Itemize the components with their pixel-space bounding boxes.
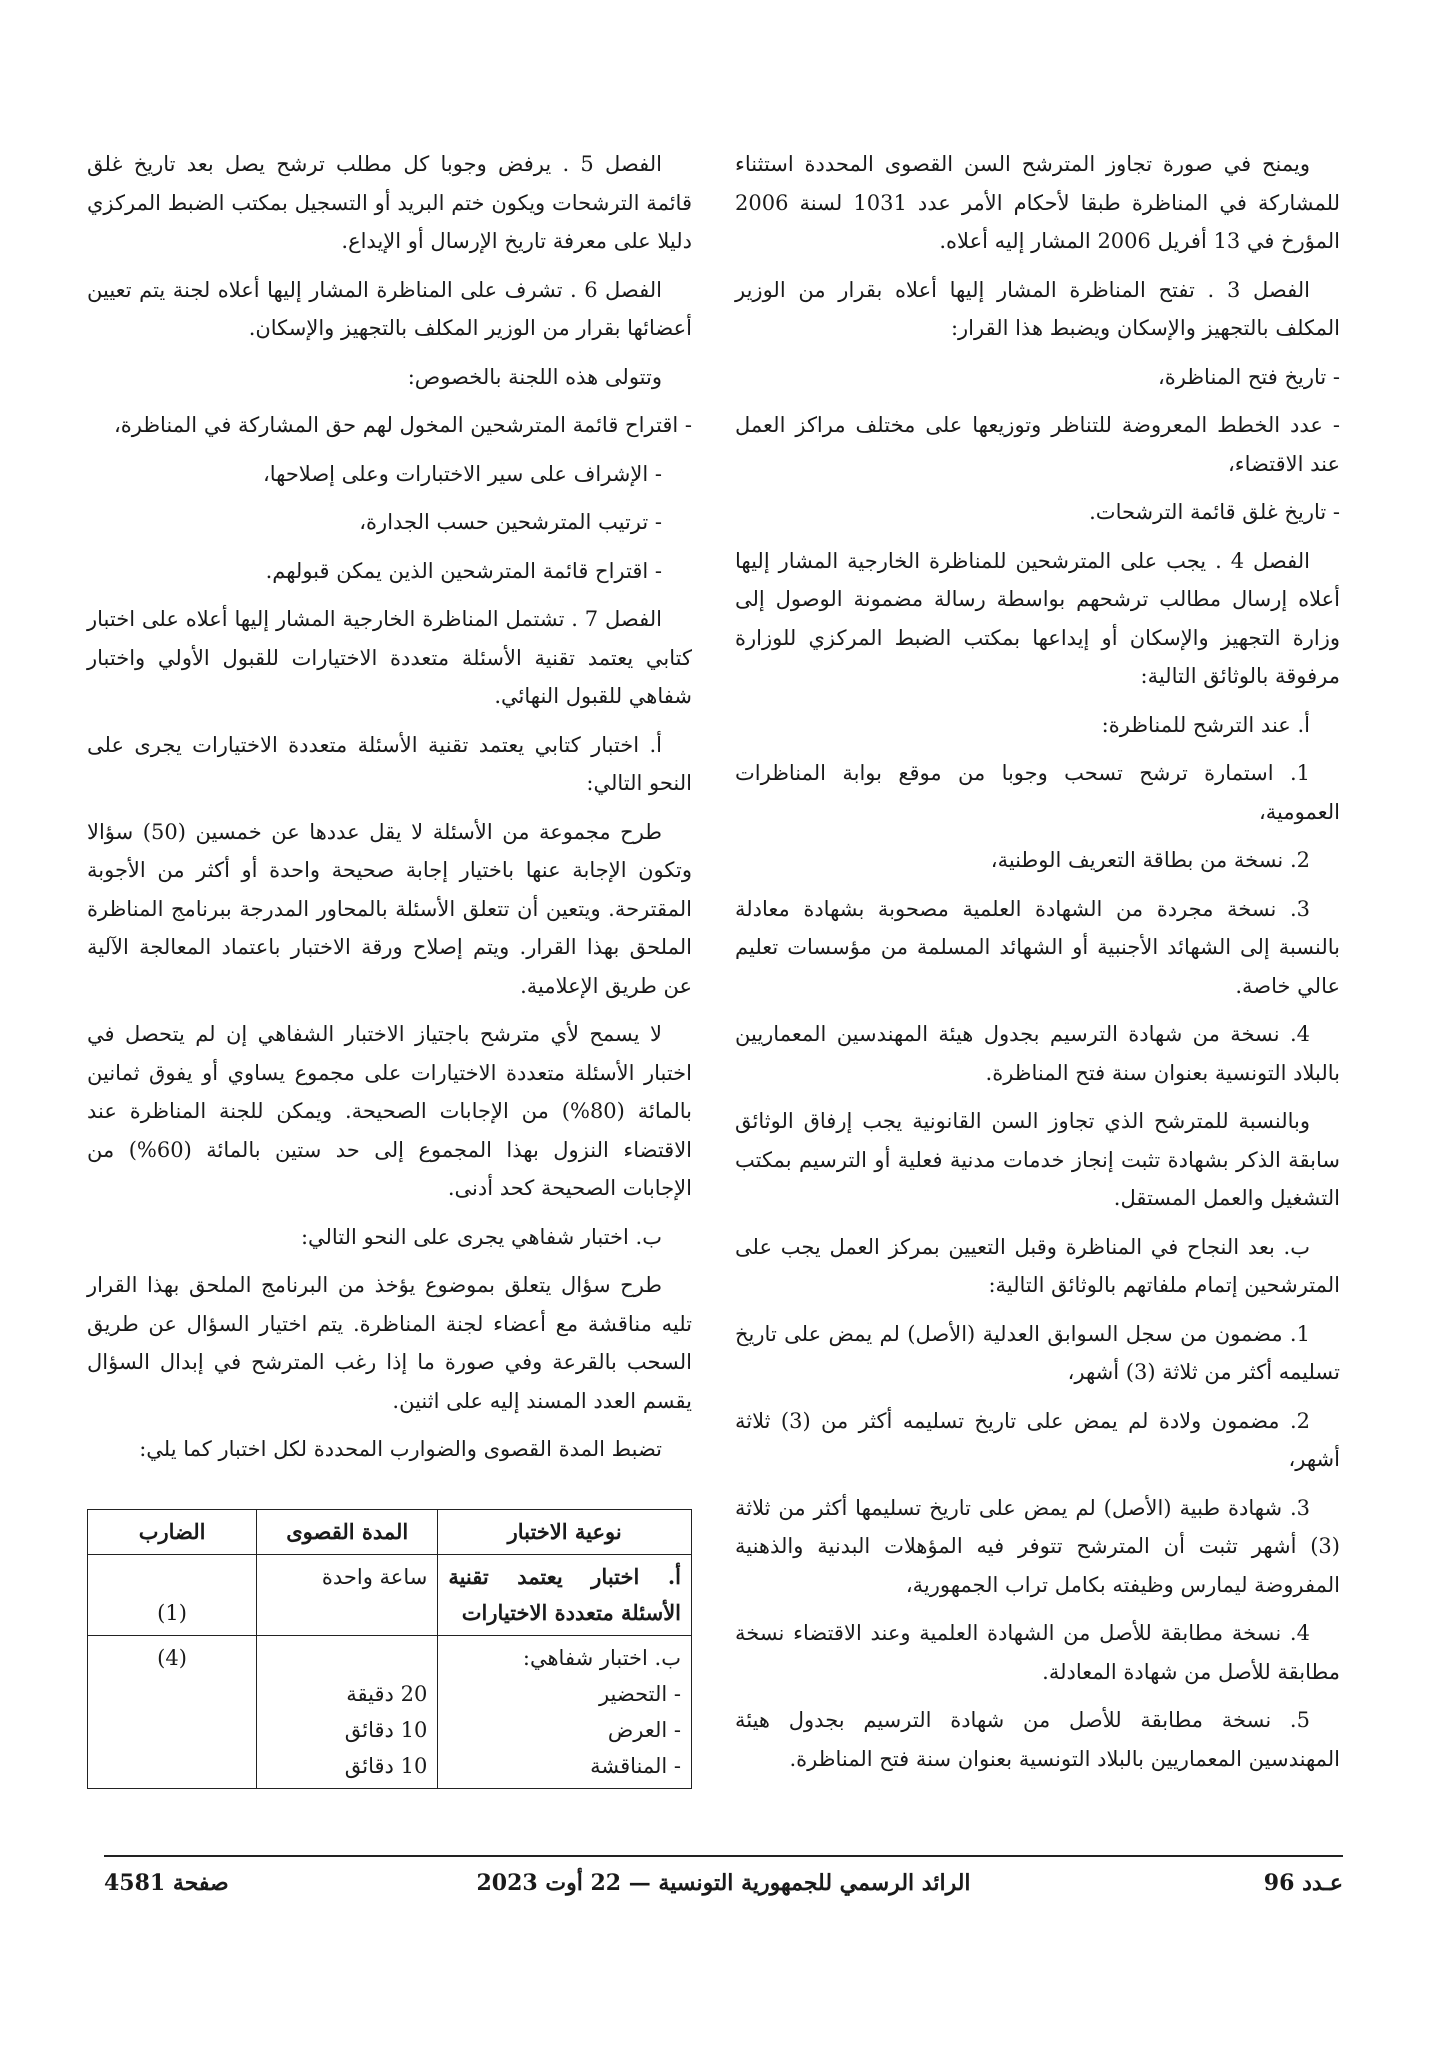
section-b-heading: ب. بعد النجاح في المناظرة وقبل التعيين بمركز العمل يجب على المترشحين إتمام ملفاتهم بالوثائق التالية: xyxy=(735,1234,1340,1297)
article-5: الفصل 5 . يرفض وجوبا كل مطلب ترشح يصل بعد تاريخ غلق قائمة الترشحات ويكون ختم البريد أو التسجيل بمكتب الضبط المركزي دليلا على معرفة تاريخ الإرسال أو الإيداع. xyxy=(87,152,692,253)
table-intro: تضبط المدة القصوى والضوارب المحددة لكل اختبار كما يلي: xyxy=(139,1437,662,1461)
list-item: 3. شهادة طبية (الأصل) لم يمض على تاريخ تسليمها أكثر من ثلاثة (3) أشهر تثبت أن المترشح تتوفر فيه المؤهلات البدنية والذهنية المفروضة ليمارس وظيفته بكامل تراب الجمهورية، xyxy=(735,1495,1340,1597)
list-item: - تاريخ فتح المناظرة، xyxy=(1157,364,1340,389)
list-item: 3. نسخة مجردة من الشهادة العلمية مصحوبة بشهادة معادلة بالنسبة إلى الشهائد الأجنبية أو الشهائد المسلمة من مؤسسات تعليم عالي خاصة. xyxy=(735,896,1340,998)
article-7: الفصل 7 . تشتمل المناظرة الخارجية المشار إليها أعلاه على اختبار كتابي يعتمد تقنية الأسئلة متعددة الاختيارات للقبول الأولي واختبار شفاهي للقبول النهائي. xyxy=(87,607,692,708)
table-row xyxy=(88,1635,692,1788)
exam-table xyxy=(87,1509,692,1789)
exam-table-wrapper xyxy=(87,1509,692,1789)
list-item: 1. استمارة ترشح تسحب وجوبا من موقع بوابة المناظرات العمومية، xyxy=(735,761,1340,824)
written-exam-coefficient: (1) xyxy=(88,1554,257,1635)
list-item: 4. نسخة من شهادة الترسيم بجدول هيئة المهندسين المعماريين بالبلاد التونسية بعنوان سنة فتح المناظرة. xyxy=(735,1022,1340,1085)
issue-number: عـدد 96 xyxy=(1263,1870,1343,1896)
page-footer xyxy=(104,1870,1343,1910)
header-max-duration: المدة القصوى xyxy=(257,1509,438,1554)
oral-part-duration: 20 دقيقة xyxy=(346,1681,428,1706)
list-item: 5. نسخة مطابقة للأصل من شهادة الترسيم بجدول هيئة المهندسين المعماريين بالبلاد التونسية بعنوان سنة فتح المناظرة. xyxy=(735,1708,1340,1771)
page-number: صفحة 4581 xyxy=(104,1870,229,1896)
header-exam-type: نوعية الاختبار xyxy=(438,1509,692,1554)
table-header-row xyxy=(88,1509,692,1554)
article-6: الفصل 6 . تشرف على المناظرة المشار إليها أعلاه لجنة يتم تعيين أعضائها بقرار من الوزير المكلف بالتجهيز والإسكان. xyxy=(87,277,692,340)
oral-part-duration: 10 دقائق xyxy=(344,1753,428,1778)
oral-exam-label: ب. اختبار شفاهي: xyxy=(522,1645,681,1670)
oral-exam-cell xyxy=(438,1635,692,1788)
section-a-heading: أ. عند الترشح للمناظرة: xyxy=(1101,712,1310,737)
paragraph-age-exception: ويمنح في صورة تجاوز المترشح السن القصوى المحددة استثناء للمشاركة في المناظرة طبقا لأحكام الأمر عدد 1031 لسنة 2006 المؤرخ في 13 أفريل 2006 المشار إليه أعلاه. xyxy=(735,152,1340,253)
list-item: 2. نسخة من بطاقة التعريف الوطنية، xyxy=(990,848,1310,872)
list-item: - تاريخ غلق قائمة الترشحات. xyxy=(1089,500,1340,524)
written-exam-duration: ساعة واحدة xyxy=(257,1554,438,1635)
list-item: 4. نسخة مطابقة للأصل من الشهادة العلمية وعند الاقتضاء نسخة مطابقة للأصل من شهادة المعادلة. xyxy=(735,1621,1340,1684)
oral-part-name: - التحضير xyxy=(598,1681,681,1706)
footer-divider xyxy=(104,1855,1343,1857)
oral-exam-description: طرح سؤال يتعلق بموضوع يؤخذ من البرنامج الملحق بهذا القرار تليه مناقشة مع أعضاء لجنة المناظرة. يتم اختيار السؤال عن طريق السحب بالقرعة وفي صورة ما إذا رغب المترشح في إبدال السؤال يقسم العدد المسند إليه على اثنين. xyxy=(87,1273,692,1413)
list-item: - اقتراح قائمة المترشحين المخول لهم حق المشاركة في المناظرة، xyxy=(113,413,692,437)
left-column xyxy=(87,145,692,1789)
table-row xyxy=(88,1554,692,1635)
list-item: - اقتراح قائمة المترشحين الذين يمكن قبولهم. xyxy=(265,558,662,583)
oral-part-name: - المناقشة xyxy=(590,1753,681,1778)
article-4: الفصل 4 . يجب على المترشحين للمناظرة الخارجية المشار إليها أعلاه إرسال مطالب ترشحهم بواسطة رسالة مضمونة الوصول إلى وزارة التجهيز والإسكان أو إيداعها بمكتب الضبط المركزي للوزارة مرفوقة بالوثائق التالية: xyxy=(735,548,1340,688)
right-column xyxy=(735,145,1340,1788)
written-exam-heading: أ. اختبار كتابي يعتمد تقنية الأسئلة متعددة الاختيارات يجرى على النحو التالي: xyxy=(87,732,692,795)
header-coefficient: الضارب xyxy=(88,1509,257,1554)
written-exam-label: أ. اختبار يعتمد تقنية الأسئلة متعددة الاختيارات xyxy=(438,1554,692,1635)
paragraph-over-age: وبالنسبة للمترشح الذي تجاوز السن القانونية يجب إرفاق الوثائق سابقة الذكر بشهادة تثبت إنجاز خدمات مدنية فعلية أو الترسيم بمكتب التشغيل والعمل المستقل. xyxy=(735,1109,1340,1210)
article-3: الفصل 3 . تفتح المناظرة المشار إليها أعلاه بقرار من الوزير المكلف بالتجهيز والإسكان ويضبط هذا القرار: xyxy=(735,277,1340,340)
list-item: 1. مضمون من سجل السوابق العدلية (الأصل) لم يمض على تاريخ تسليمه أكثر من ثلاثة (3) أشهر، xyxy=(735,1321,1340,1384)
list-item: 2. مضمون ولادة لم يمض على تاريخ تسليمه أكثر من (3) ثلاثة أشهر، xyxy=(735,1408,1340,1471)
oral-part-duration: 10 دقائق xyxy=(344,1717,428,1742)
oral-eligibility: لا يسمح لأي مترشح باجتياز الاختبار الشفاهي إن لم يتحصل في اختبار الأسئلة متعددة الاختيارات على مجموع يساوي أو يفوق ثمانين بالمائة (80%) من الإجابات الصحيحة. ويمكن للجنة المناظرة عند الاقتضاء النزول بهذا المجموع إلى حد ستين بالمائة (60%) من الإجابات الصحيحة كحد أدنى. xyxy=(87,1022,693,1200)
committee-duties-intro: وتتولى هذه اللجنة بالخصوص: xyxy=(407,364,662,389)
oral-exam-heading: ب. اختبار شفاهي يجرى على النحو التالي: xyxy=(300,1224,662,1249)
oral-part-name: - العرض xyxy=(607,1717,681,1742)
list-item: - ترتيب المترشحين حسب الجدارة، xyxy=(359,510,662,534)
oral-exam-coefficient: (4) xyxy=(88,1635,257,1788)
list-item: - عدد الخطط المعروضة للتناظر وتوزيعها على مختلف مراكز العمل عند الاقتضاء، xyxy=(735,413,1340,476)
list-item: - الإشراف على سير الاختبارات وعلى إصلاحها، xyxy=(262,461,662,486)
oral-durations-cell xyxy=(257,1635,438,1788)
written-exam-description: طرح مجموعة من الأسئلة لا يقل عددها عن خمسين (50) سؤالا وتكون الإجابة عنها باختيار إجابة صحيحة واحدة أو أكثر من الأجوبة المقترحة. ويتعين أن تتعلق الأسئلة بالمحاور المدرجة ببرنامج المناظرة الملحق بهذا القرار. ويتم إصلاح ورقة الاختبار باعتماد المعالجة الآلية عن طريق الإعلامية. xyxy=(87,819,692,998)
gazette-title: الرائد الرسمي للجمهورية التونسية — 22 أوت 2023 xyxy=(476,1870,971,1896)
